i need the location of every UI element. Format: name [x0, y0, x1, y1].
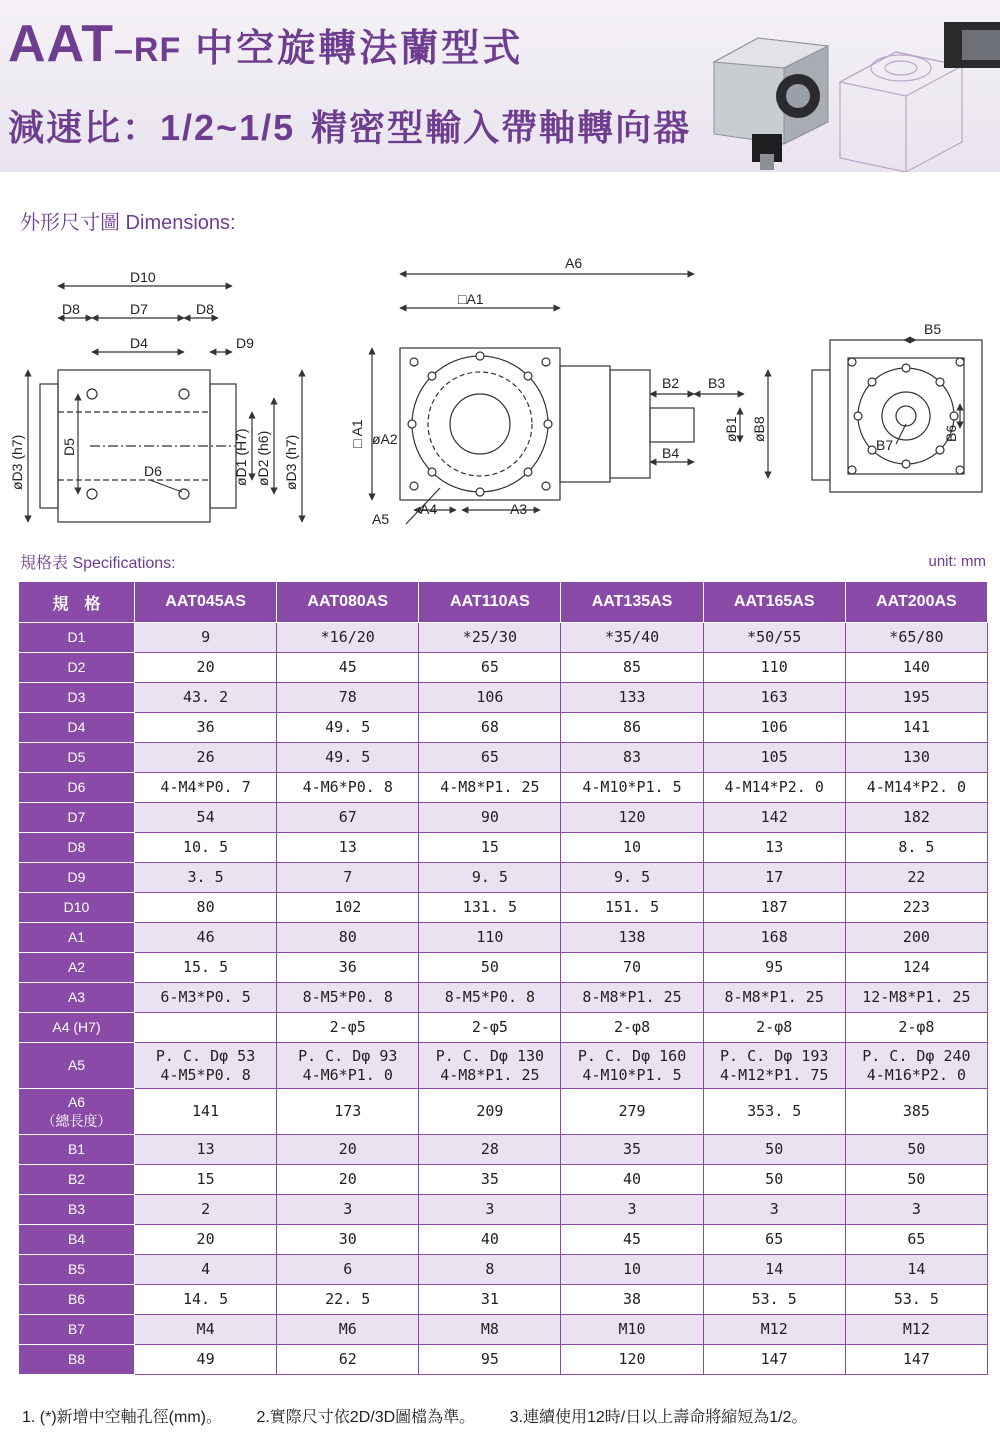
- row-label: [19, 1089, 135, 1135]
- table-cell: [703, 1043, 845, 1089]
- table-cell: 140: [845, 653, 987, 683]
- table-cell: 22: [845, 863, 987, 893]
- row-label: [19, 1315, 135, 1345]
- table-cell: 80: [277, 923, 419, 953]
- table-cell: 46: [135, 923, 277, 953]
- table-cell: 45: [277, 653, 419, 683]
- label-a3: A3: [510, 501, 528, 517]
- table-cell: 147: [703, 1345, 845, 1375]
- table-cell: 65: [419, 653, 561, 683]
- row-label: [19, 1255, 135, 1285]
- table-cell: [561, 1043, 703, 1089]
- footnotes: [22, 1404, 997, 1427]
- table-cell: 385: [845, 1089, 987, 1135]
- table-cell: 8-M5*P0. 8: [419, 983, 561, 1013]
- table-cell: 10. 5: [135, 833, 277, 863]
- row-label-text: D9: [67, 869, 86, 885]
- label-d7: D7: [130, 301, 148, 317]
- cell-line: P. C. Dφ 240: [862, 1046, 971, 1065]
- row-label: [19, 1135, 135, 1165]
- row-label-text: A5: [67, 1057, 86, 1073]
- label-a4: A4: [420, 501, 438, 517]
- table-cell: 4-M6*P0. 8: [277, 773, 419, 803]
- row-label: [19, 1195, 135, 1225]
- table-row: [19, 833, 988, 863]
- label-b5: B5: [924, 321, 942, 337]
- model-suffix: –RF: [114, 31, 182, 69]
- table-cell: 2-φ8: [561, 1013, 703, 1043]
- label-d6: D6: [144, 463, 162, 479]
- table-cell: 138: [561, 923, 703, 953]
- table-cell: 2-φ8: [845, 1013, 987, 1043]
- row-label: [19, 743, 135, 773]
- table-cell: M6: [277, 1315, 419, 1345]
- label-d2: øD2 (h6): [255, 430, 271, 486]
- table-cell: 8. 5: [845, 833, 987, 863]
- specifications-table: [18, 581, 988, 1375]
- table-cell: 62: [277, 1345, 419, 1375]
- row-label: [19, 863, 135, 893]
- table-cell: 53. 5: [703, 1285, 845, 1315]
- label-a1-top: □A1: [458, 291, 484, 307]
- table-cell: 3: [561, 1195, 703, 1225]
- table-cell: 28: [419, 1135, 561, 1165]
- table-row: [19, 1195, 988, 1225]
- cell-line: 4-M5*P0. 8: [160, 1065, 251, 1084]
- table-cell: 209: [419, 1089, 561, 1135]
- dimension-drawings: [0, 248, 1000, 540]
- table-row: [19, 1135, 988, 1165]
- label-b4: B4: [662, 445, 680, 461]
- label-d9: D9: [236, 335, 254, 351]
- table-cell: 7: [277, 863, 419, 893]
- table-cell: 13: [277, 833, 419, 863]
- table-cell: 50: [703, 1135, 845, 1165]
- row-label-text: B2: [67, 1171, 86, 1187]
- table-cell: 83: [561, 743, 703, 773]
- table-cell: *50/55: [703, 623, 845, 653]
- table-cell: 14. 5: [135, 1285, 277, 1315]
- specifications-title: 規格表 Specifications:: [20, 555, 176, 572]
- table-row: [19, 1255, 988, 1285]
- table-cell: 8: [419, 1255, 561, 1285]
- table-cell: 163: [703, 683, 845, 713]
- label-d4: D4: [130, 335, 148, 351]
- table-cell: 35: [419, 1165, 561, 1195]
- table-cell: 68: [419, 713, 561, 743]
- table-cell: 200: [845, 923, 987, 953]
- row-label-text: B7: [67, 1321, 86, 1337]
- table-cell: 20: [277, 1165, 419, 1195]
- table-cell: 50: [419, 953, 561, 983]
- table-cell: 95: [419, 1345, 561, 1375]
- table-cell: [277, 1043, 419, 1089]
- table-cell: 31: [419, 1285, 561, 1315]
- cell-line: P. C. Dφ 130: [435, 1046, 545, 1065]
- table-cell: 120: [561, 1345, 703, 1375]
- table-row: [19, 713, 988, 743]
- table-cell: *35/40: [561, 623, 703, 653]
- row-label: [19, 623, 135, 653]
- table-cell: *65/80: [845, 623, 987, 653]
- table-cell: 40: [561, 1165, 703, 1195]
- table-cell: *25/30: [419, 623, 561, 653]
- table-cell: 3: [277, 1195, 419, 1225]
- footnote-3: 3.連續使用12時/日以上壽命將縮短為1/2。: [509, 1409, 808, 1426]
- row-label: [19, 953, 135, 983]
- row-label-text: B4: [67, 1231, 86, 1247]
- table-cell: 110: [703, 653, 845, 683]
- table-cell: 4: [135, 1255, 277, 1285]
- table-row: [19, 623, 988, 653]
- row-label-text: A2: [67, 959, 86, 975]
- row-label-text: B3: [67, 1201, 86, 1217]
- header-model: AAT165AS: [703, 582, 845, 623]
- table-cell: 26: [135, 743, 277, 773]
- table-cell: 70: [561, 953, 703, 983]
- table-cell: 15: [419, 833, 561, 863]
- row-label-text: D8: [67, 839, 86, 855]
- product-title: [8, 14, 523, 74]
- table-cell: 8-M5*P0. 8: [277, 983, 419, 1013]
- label-d5: D5: [61, 438, 77, 456]
- table-cell: 10: [561, 833, 703, 863]
- table-cell: 141: [135, 1089, 277, 1135]
- label-d3-left: øD3 (h7): [9, 434, 25, 490]
- table-cell: 36: [135, 713, 277, 743]
- table-cell: 223: [845, 893, 987, 923]
- row-label: [19, 893, 135, 923]
- row-label: [19, 773, 135, 803]
- label-b3: B3: [708, 375, 726, 391]
- table-cell: 20: [277, 1135, 419, 1165]
- table-cell: 36: [277, 953, 419, 983]
- table-row: [19, 1089, 988, 1135]
- table-cell: 54: [135, 803, 277, 833]
- table-cell: 50: [845, 1165, 987, 1195]
- label-d3-right: øD3 (h7): [283, 434, 299, 490]
- cell-line: P. C. Dφ 160: [577, 1046, 687, 1065]
- table-cell: 2-φ5: [419, 1013, 561, 1043]
- table-row: [19, 683, 988, 713]
- table-cell: 17: [703, 863, 845, 893]
- row-label: [19, 1013, 135, 1043]
- table-cell: 40: [419, 1225, 561, 1255]
- header-model: AAT045AS: [135, 582, 277, 623]
- table-cell: 13: [135, 1135, 277, 1165]
- row-label-text: A4 (H7): [52, 1019, 101, 1035]
- table-cell: 4-M14*P2. 0: [845, 773, 987, 803]
- product-image: [700, 22, 1000, 172]
- cell-line: 4-M8*P1. 25: [440, 1065, 540, 1084]
- table-header-row: [19, 582, 988, 623]
- header-model: AAT135AS: [561, 582, 703, 623]
- table-cell: 102: [277, 893, 419, 923]
- table-cell: 6-M3*P0. 5: [135, 983, 277, 1013]
- table-cell: 13: [703, 833, 845, 863]
- table-cell: 110: [419, 923, 561, 953]
- row-label-text: D3: [67, 689, 86, 705]
- cell-line: P. C. Dφ 193: [720, 1046, 829, 1065]
- row-label: [19, 833, 135, 863]
- table-cell: 131. 5: [419, 893, 561, 923]
- table-body: [19, 623, 988, 1375]
- row-label: [19, 923, 135, 953]
- table-row: [19, 1165, 988, 1195]
- table-cell: 3: [845, 1195, 987, 1225]
- table-row: [19, 863, 988, 893]
- table-row: [19, 653, 988, 683]
- table-cell: 3. 5: [135, 863, 277, 893]
- label-b7: B7: [876, 437, 894, 453]
- table-cell: 38: [561, 1285, 703, 1315]
- title-chinese: 中空旋轉法蘭型式: [195, 28, 524, 70]
- row-label: [19, 1165, 135, 1195]
- row-label-subtext: （總長度）: [41, 1112, 112, 1129]
- table-cell: 141: [845, 713, 987, 743]
- dimensions-title: 外形尺寸圖 Dimensions:: [20, 212, 236, 234]
- gearbox-photo: [714, 38, 828, 170]
- table-cell: 3: [703, 1195, 845, 1225]
- table-cell: 12-M8*P1. 25: [845, 983, 987, 1013]
- table-cell: [135, 1013, 277, 1043]
- row-label-text: D10: [63, 899, 90, 915]
- table-cell: 53. 5: [845, 1285, 987, 1315]
- label-d1: øD1 (H7): [233, 428, 249, 486]
- table-cell: M8: [419, 1315, 561, 1345]
- table-row: [19, 1315, 988, 1345]
- table-row: [19, 803, 988, 833]
- table-cell: M10: [561, 1315, 703, 1345]
- table-cell: 9. 5: [419, 863, 561, 893]
- table-cell: 9: [135, 623, 277, 653]
- label-a6: A6: [565, 255, 583, 271]
- table-cell: 49. 5: [277, 743, 419, 773]
- table-row: [19, 1285, 988, 1315]
- row-label: [19, 983, 135, 1013]
- table-cell: 187: [703, 893, 845, 923]
- table-cell: 65: [419, 743, 561, 773]
- row-label: [19, 1285, 135, 1315]
- table-cell: 90: [419, 803, 561, 833]
- table-cell: 35: [561, 1135, 703, 1165]
- label-b2: B2: [662, 375, 680, 391]
- table-cell: 142: [703, 803, 845, 833]
- table-cell: 15: [135, 1165, 277, 1195]
- footnote-2: 2.實際尺寸依2D/3D圖檔為準。: [256, 1409, 476, 1426]
- table-cell: *16/20: [277, 623, 419, 653]
- table-cell: 4-M4*P0. 7: [135, 773, 277, 803]
- label-b1: øB1: [723, 416, 739, 442]
- table-row: [19, 983, 988, 1013]
- front-view-drawing: [372, 274, 768, 524]
- table-cell: 15. 5: [135, 953, 277, 983]
- table-cell: 124: [845, 953, 987, 983]
- row-label-text: B1: [67, 1141, 86, 1157]
- gearbox-outline: [840, 52, 962, 172]
- label-d10: D10: [130, 269, 156, 285]
- table-cell: 85: [561, 653, 703, 683]
- header-model: AAT080AS: [277, 582, 419, 623]
- label-a1-side: □ A1: [349, 419, 365, 448]
- cell-line: 4-M10*P1. 5: [582, 1065, 682, 1084]
- table-cell: 279: [561, 1089, 703, 1135]
- table-cell: M12: [703, 1315, 845, 1345]
- table-cell: 4-M8*P1. 25: [419, 773, 561, 803]
- unit-label: unit: mm: [928, 553, 986, 570]
- label-a2: øA2: [372, 431, 398, 447]
- header-model: AAT200AS: [845, 582, 987, 623]
- ratio-label: 減速比：1/2~1/5: [8, 107, 296, 148]
- row-label-text: D7: [67, 809, 86, 825]
- table-cell: 9. 5: [561, 863, 703, 893]
- table-cell: 45: [561, 1225, 703, 1255]
- row-label-text: D4: [67, 719, 86, 735]
- row-label-text: A6: [67, 1093, 86, 1110]
- table-row: [19, 773, 988, 803]
- table-cell: 65: [845, 1225, 987, 1255]
- footnote-1: 1. (*)新增中空軸孔徑(mm)。: [22, 1409, 222, 1426]
- table-cell: 50: [845, 1135, 987, 1165]
- table-row: [19, 953, 988, 983]
- product-subtitle: [8, 100, 691, 151]
- model-name: AAT: [8, 15, 115, 73]
- table-cell: 4-M14*P2. 0: [703, 773, 845, 803]
- label-a5: A5: [372, 511, 390, 527]
- row-label: [19, 1225, 135, 1255]
- table-cell: 168: [703, 923, 845, 953]
- table-row: [19, 743, 988, 773]
- table-cell: 106: [419, 683, 561, 713]
- table-row: [19, 1345, 988, 1375]
- row-label: [19, 1043, 135, 1089]
- cell-line: 4-M16*P2. 0: [866, 1065, 967, 1084]
- table-cell: 2: [135, 1195, 277, 1225]
- label-d8: D8: [62, 301, 80, 317]
- table-cell: 173: [277, 1089, 419, 1135]
- table-cell: 30: [277, 1225, 419, 1255]
- table-cell: 120: [561, 803, 703, 833]
- table-cell: 78: [277, 683, 419, 713]
- table-cell: 130: [845, 743, 987, 773]
- row-label: [19, 713, 135, 743]
- table-cell: 14: [703, 1255, 845, 1285]
- table-cell: 65: [703, 1225, 845, 1255]
- row-label-text: A3: [67, 989, 86, 1005]
- table-cell: 10: [561, 1255, 703, 1285]
- row-label-text: B6: [67, 1291, 86, 1307]
- table-header: [19, 582, 988, 623]
- table-cell: 4-M10*P1. 5: [561, 773, 703, 803]
- table-cell: 182: [845, 803, 987, 833]
- table-cell: 147: [845, 1345, 987, 1375]
- cell-line: 4-M12*P1. 75: [720, 1065, 829, 1084]
- header-spec-label: 規 格: [19, 582, 135, 623]
- table-cell: [845, 1043, 987, 1089]
- label-d8-right: D8: [196, 301, 214, 317]
- table-cell: 3: [419, 1195, 561, 1225]
- cell-line: P. C. Dφ 93: [298, 1046, 398, 1065]
- table-cell: 2-φ8: [703, 1013, 845, 1043]
- table-cell: 95: [703, 953, 845, 983]
- row-label-text: D2: [67, 659, 86, 675]
- table-cell: 49: [135, 1345, 277, 1375]
- cell-line: P. C. Dφ 53: [155, 1046, 256, 1065]
- table-row: [19, 1043, 988, 1089]
- row-label-text: D1: [67, 629, 86, 645]
- table-cell: [135, 1043, 277, 1089]
- label-b6: B6: [943, 424, 959, 442]
- table-cell: 43. 2: [135, 683, 277, 713]
- table-cell: 8-M8*P1. 25: [703, 983, 845, 1013]
- table-cell: 106: [703, 713, 845, 743]
- table-cell: 20: [135, 653, 277, 683]
- table-cell: 80: [135, 893, 277, 923]
- subtitle-chinese: 精密型輸入帶軸轉向器: [311, 107, 692, 148]
- row-label-text: D6: [67, 779, 86, 795]
- table-cell: 86: [561, 713, 703, 743]
- table-cell: 67: [277, 803, 419, 833]
- row-label: [19, 683, 135, 713]
- table-cell: 20: [135, 1225, 277, 1255]
- table-cell: 133: [561, 683, 703, 713]
- table-row: [19, 923, 988, 953]
- end-view-drawing: [812, 340, 982, 492]
- row-label-text: B8: [67, 1351, 86, 1367]
- row-label-text: D5: [67, 749, 86, 765]
- row-label: [19, 803, 135, 833]
- label-b8: øB8: [751, 416, 767, 442]
- table-cell: 195: [845, 683, 987, 713]
- cell-line: 4-M6*P1. 0: [302, 1065, 393, 1084]
- table-cell: 22. 5: [277, 1285, 419, 1315]
- table-cell: 6: [277, 1255, 419, 1285]
- table-row: [19, 1225, 988, 1255]
- page-header: [0, 0, 1000, 172]
- table-row: [19, 893, 988, 923]
- table-cell: 14: [845, 1255, 987, 1285]
- table-cell: 8-M8*P1. 25: [561, 983, 703, 1013]
- row-label: [19, 1345, 135, 1375]
- table-cell: 151. 5: [561, 893, 703, 923]
- table-row: [19, 1013, 988, 1043]
- table-cell: 50: [703, 1165, 845, 1195]
- table-cell: [419, 1043, 561, 1089]
- table-cell: 2-φ5: [277, 1013, 419, 1043]
- row-label-text: A1: [67, 929, 86, 945]
- table-cell: M12: [845, 1315, 987, 1345]
- row-label: [19, 653, 135, 683]
- table-cell: 105: [703, 743, 845, 773]
- table-cell: 353. 5: [703, 1089, 845, 1135]
- table-cell: M4: [135, 1315, 277, 1345]
- row-label-text: B5: [67, 1261, 86, 1277]
- table-cell: 49. 5: [277, 713, 419, 743]
- motor-flange: [944, 22, 1000, 68]
- header-model: AAT110AS: [419, 582, 561, 623]
